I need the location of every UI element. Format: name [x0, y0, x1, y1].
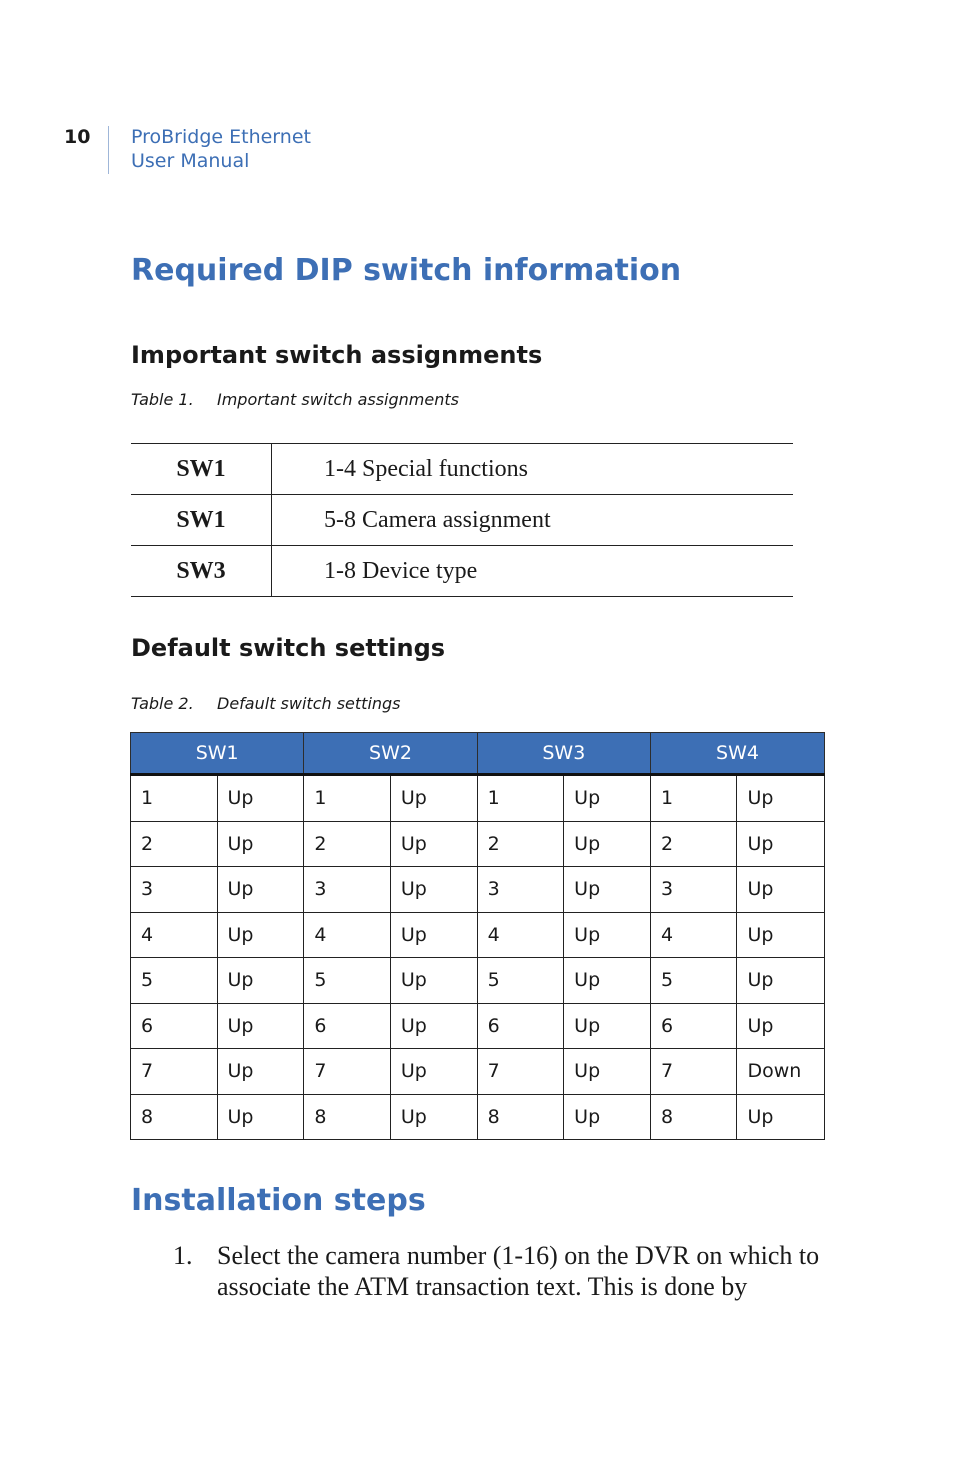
- switch-position-cell: 5: [650, 958, 737, 1004]
- switch-position-cell: 1: [131, 775, 218, 822]
- switch-position-cell: 1: [304, 775, 391, 822]
- subsection-title-defaults: Default switch settings: [131, 634, 446, 662]
- section-title-installation: Installation steps: [131, 1183, 426, 1218]
- switch-position-cell: 5: [304, 958, 391, 1004]
- switch-position-cell: 8: [304, 1094, 391, 1140]
- default-settings-table: [130, 732, 825, 1140]
- table-row: [131, 444, 793, 495]
- switch-position-cell: 3: [304, 867, 391, 913]
- switch-state-cell: Up: [737, 1003, 825, 1049]
- switch-position-cell: 7: [477, 1049, 564, 1095]
- table1-caption-text: Important switch assignments: [217, 390, 459, 409]
- switch-state-cell: Up: [217, 867, 304, 913]
- switch-description-cell: 1-4 Special functions: [272, 444, 794, 495]
- switch-state-cell: Up: [564, 1049, 651, 1095]
- table-row: [131, 775, 825, 822]
- subsection-title-assignments: Important switch assignments: [131, 341, 543, 369]
- table1-caption-number: Table 1.: [131, 390, 194, 409]
- switch-position-cell: 5: [131, 958, 218, 1004]
- switch-position-cell: 4: [304, 912, 391, 958]
- switch-position-cell: 7: [304, 1049, 391, 1095]
- column-header: SW4: [650, 733, 824, 775]
- table2-caption: [131, 694, 401, 713]
- switch-position-cell: 5: [477, 958, 564, 1004]
- table-row: [131, 546, 793, 597]
- switch-state-cell: Up: [390, 867, 477, 913]
- table-row: [131, 1094, 825, 1140]
- switch-position-cell: 7: [650, 1049, 737, 1095]
- switch-state-cell: Up: [217, 912, 304, 958]
- switch-state-cell: Up: [217, 958, 304, 1004]
- switch-state-cell: Up: [390, 775, 477, 822]
- switch-state-cell: Up: [390, 1003, 477, 1049]
- switch-assignments-table: [131, 443, 793, 597]
- list-item: [173, 1240, 833, 1302]
- installation-steps-list: [173, 1240, 833, 1302]
- switch-state-cell: Up: [564, 867, 651, 913]
- step-number: 1.: [173, 1241, 193, 1270]
- table-row: [131, 867, 825, 913]
- switch-position-cell: 8: [131, 1094, 218, 1140]
- switch-state-cell: Up: [390, 912, 477, 958]
- table-row: [131, 1049, 825, 1095]
- document-title-line2: User Manual: [131, 150, 250, 172]
- switch-position-cell: 1: [477, 775, 564, 822]
- table-row: [131, 912, 825, 958]
- switch-state-cell: Up: [217, 775, 304, 822]
- column-header: SW2: [304, 733, 477, 775]
- switch-state-cell: Up: [564, 821, 651, 867]
- document-title: [131, 125, 311, 173]
- switch-state-cell: Up: [390, 1094, 477, 1140]
- switch-state-cell: Up: [217, 1003, 304, 1049]
- switch-state-cell: Up: [217, 1049, 304, 1095]
- section-title-dip: Required DIP switch information: [131, 253, 682, 288]
- switch-position-cell: 7: [131, 1049, 218, 1095]
- table-row: [131, 1003, 825, 1049]
- switch-name-cell: SW1: [131, 495, 272, 546]
- switch-state-cell: Up: [217, 1094, 304, 1140]
- switch-position-cell: 2: [650, 821, 737, 867]
- switch-description-cell: 5-8 Camera assignment: [272, 495, 794, 546]
- switch-state-cell: Up: [217, 821, 304, 867]
- switch-state-cell: Up: [564, 912, 651, 958]
- table2-caption-text: Default switch settings: [217, 694, 401, 713]
- switch-state-cell: Down: [737, 1049, 825, 1095]
- switch-state-cell: Up: [737, 867, 825, 913]
- header-divider: [108, 126, 109, 174]
- switch-state-cell: Up: [564, 1003, 651, 1049]
- switch-state-cell: Up: [564, 775, 651, 822]
- step-text: Select the camera number (1-16) on the DVR on which to associate the ATM transaction text. This is done by: [217, 1241, 820, 1301]
- switch-state-cell: Up: [564, 958, 651, 1004]
- switch-position-cell: 4: [650, 912, 737, 958]
- table-row: [131, 958, 825, 1004]
- switch-position-cell: 2: [131, 821, 218, 867]
- column-header: SW3: [477, 733, 650, 775]
- switch-state-cell: Up: [390, 958, 477, 1004]
- switch-position-cell: 4: [131, 912, 218, 958]
- switch-state-cell: Up: [737, 1094, 825, 1140]
- switch-state-cell: Up: [737, 821, 825, 867]
- document-title-line1: ProBridge Ethernet: [131, 126, 311, 148]
- switch-description-cell: 1-8 Device type: [272, 546, 794, 597]
- table2-caption-number: Table 2.: [131, 694, 194, 713]
- table1-caption: [131, 390, 459, 409]
- table-row: [131, 495, 793, 546]
- switch-position-cell: 6: [131, 1003, 218, 1049]
- switch-position-cell: 3: [131, 867, 218, 913]
- switch-state-cell: Up: [737, 958, 825, 1004]
- column-header: SW1: [131, 733, 304, 775]
- switch-state-cell: Up: [564, 1094, 651, 1140]
- switch-position-cell: 1: [650, 775, 737, 822]
- switch-name-cell: SW1: [131, 444, 272, 495]
- switch-position-cell: 2: [304, 821, 391, 867]
- switch-state-cell: Up: [737, 775, 825, 822]
- switch-name-cell: SW3: [131, 546, 272, 597]
- switch-position-cell: 6: [477, 1003, 564, 1049]
- switch-position-cell: 8: [477, 1094, 564, 1140]
- switch-position-cell: 6: [304, 1003, 391, 1049]
- switch-position-cell: 3: [650, 867, 737, 913]
- switch-state-cell: Up: [390, 1049, 477, 1095]
- page-number: 10: [64, 126, 91, 148]
- table-row: [131, 821, 825, 867]
- switch-state-cell: Up: [390, 821, 477, 867]
- switch-position-cell: 6: [650, 1003, 737, 1049]
- switch-state-cell: Up: [737, 912, 825, 958]
- switch-position-cell: 3: [477, 867, 564, 913]
- switch-position-cell: 4: [477, 912, 564, 958]
- switch-position-cell: 2: [477, 821, 564, 867]
- switch-position-cell: 8: [650, 1094, 737, 1140]
